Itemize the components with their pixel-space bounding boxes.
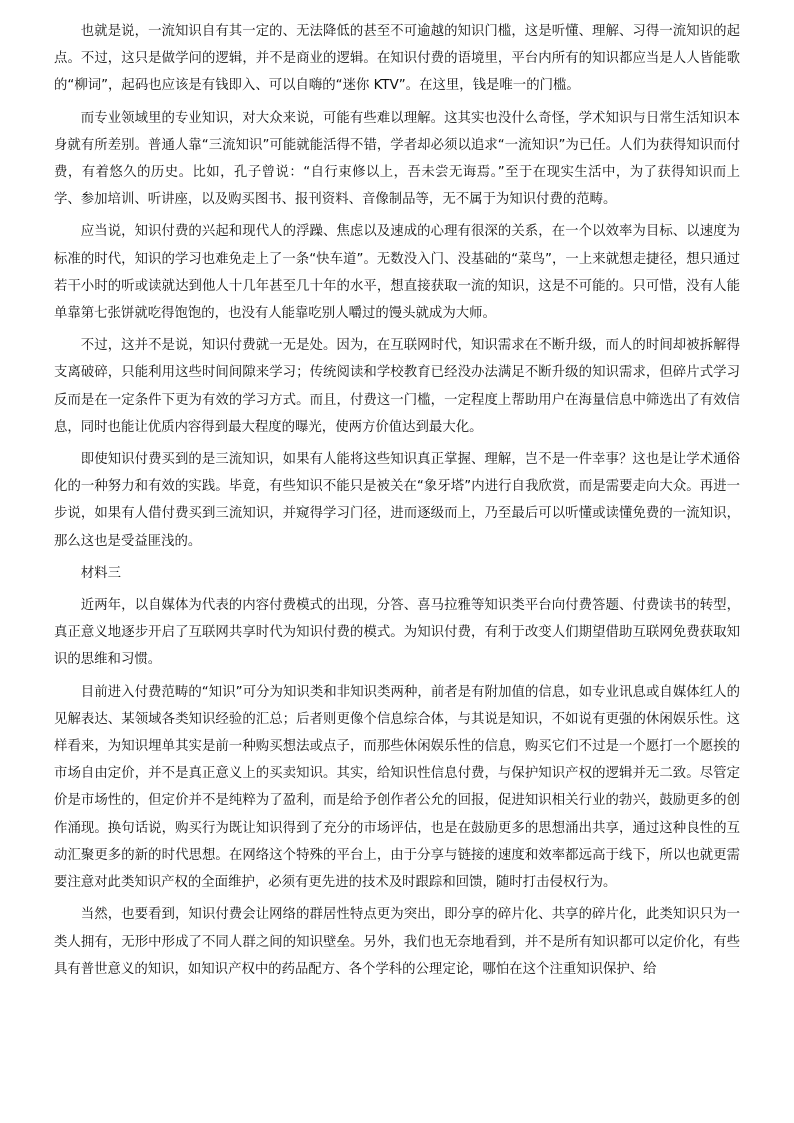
paragraph-1: 也就是说，一流知识自有其一定的、无法降低的甚至不可逾越的知识门槛，这是听懂、理解、习得一流知识的起点。不过，这只是做学问的逻辑，并不是商业的逻辑。在知识付费的语境里，平台内所有的知识都应当是人人皆能歌的“柳词”，起码也应该是有钱即入、可以自嗨的“迷你 KTV”。在这里，钱是唯一的门槛。 <box>54 24 740 94</box>
paragraph-8: 当然，也要看到，知识付费会让网络的群居性特点更为突出，即分享的碎片化、共享的碎片化，此类知识只为一类人拥有，无形中形成了不同人群之间的知识壁垒。另外，我们也无奈地看到，并不是所有知识都可以定价化，有些具有普世意义的知识，如知识产权中的药品配方、各个学科的公理定论，哪怕在这个注重知识保护、给 <box>54 907 740 977</box>
paragraph-6: 近两年，以自媒体为代表的内容付费模式的出现，分答、喜马拉雅等知识类平台向付费答题、付费读书的转型，真正意义地逐步开启了互联网共享时代为知识付费的模式。为知识付费，有利于改变人们期望借助互联网免费获取知识的思维和习惯。 <box>54 598 740 668</box>
section-heading: 材料三 <box>80 565 121 581</box>
paragraph-2: 而专业领域里的专业知识，对大众来说，可能有些难以理解。这其实也没什么奇怪，学术知识与日常生活知识本身就有所差别。普通人靠“三流知识”可能就能活得不错，学者却必须以追求“一流知识”为已任。人们为获得知识而付费，有着悠久的历史。比如，孔子曾说：“自行束修以上，吾未尝无诲焉。”至于在现实生活中，为了获得知识而上学、参加培训、听讲座，以及购买图书、报刊资料、音像制品等，无不属于为知识付费的范畴。 <box>54 110 740 208</box>
paragraph-3: 应当说，知识付费的兴起和现代人的浮躁、焦虑以及速成的心理有很深的关系，在一个以效率为目标、以速度为标准的时代，知识的学习也难免走上了一条“快车道”。无数没入门、没基础的“菜鸟”，一上来就想走捷径，想只通过若干小时的听或读就达到他人十几年甚至几十年的水平，想直接获取一流的知识，这是不可能的。只可惜，没有人能单靠第七张饼就吃得饱饱的，也没有人能靠吃别人嚼过的馒头就成为大师。 <box>54 224 740 322</box>
paragraph-4: 不过，这并不是说，知识付费就一无是处。因为，在互联网时代，知识需求在不断升级，而人的时间却被拆解得支离破碎，只能利用这些时间间隙来学习；传统阅读和学校教育已经没办法满足不断升级的知识需求，但碎片式学习反而是在一定条件下更为有效的学习方式。而且，付费这一门槛，一定程度上帮助用户在海量信息中筛选出了有效信息，同时也能让优质内容得到最大程度的曝光，使两方价值达到最大化。 <box>54 338 740 435</box>
paragraph-7: 目前进入付费范畴的“知识”可分为知识类和非知识类两种，前者是有附加值的信息，如专业讯息或自媒体红人的见解表达、某领域各类知识经验的汇总；后者则更像个信息综合体，与其说是知识，不如说有更强的休闲娱乐性。这样看来，为知识埋单其实是前一种购买想法或点子，而那些休闲娱乐性的信息，购买它们不过是一个愿打一个愿挨的市场自由定价，并不是真正意义上的买卖知识。其实，给知识性信息付费，与保护知识产权的逻辑并无二致。尽管定价是市场性的，但定价并不是纯粹为了盈利，而是给予创作者公允的回报，促进知识相关行业的勃兴，鼓励更多的创作涌现。换句话说，购买行为既让知识得到了充分的市场评估，也是在鼓励更多的思想涌出共享，通过这种良性的互动汇聚更多的新的时代思想。在网络这个特殊的平台上，由于分享与链接的速度和效率都远高于线下，所以也就更需要注意对此类知识产权的全面维护，必须有更先进的技术及时跟踪和回馈，随时打击侵权行为。 <box>54 684 740 891</box>
paragraph-5: 即使知识付费买到的是三流知识，如果有人能将这些知识真正掌握、理解，岂不是一件幸事？这也是让学术通俗化的一种努力和有效的实践。毕竟，有些知识不能只是被关在“象牙塔”内进行自我欣赏，而是需要走向大众。再进一步说，如果有人借付费买到三流知识，并窥得学习门径，进而逐级而上，乃至最后可以听懂或读懂免费的一流知识，那么这也是受益匪浅的。 <box>54 452 740 549</box>
